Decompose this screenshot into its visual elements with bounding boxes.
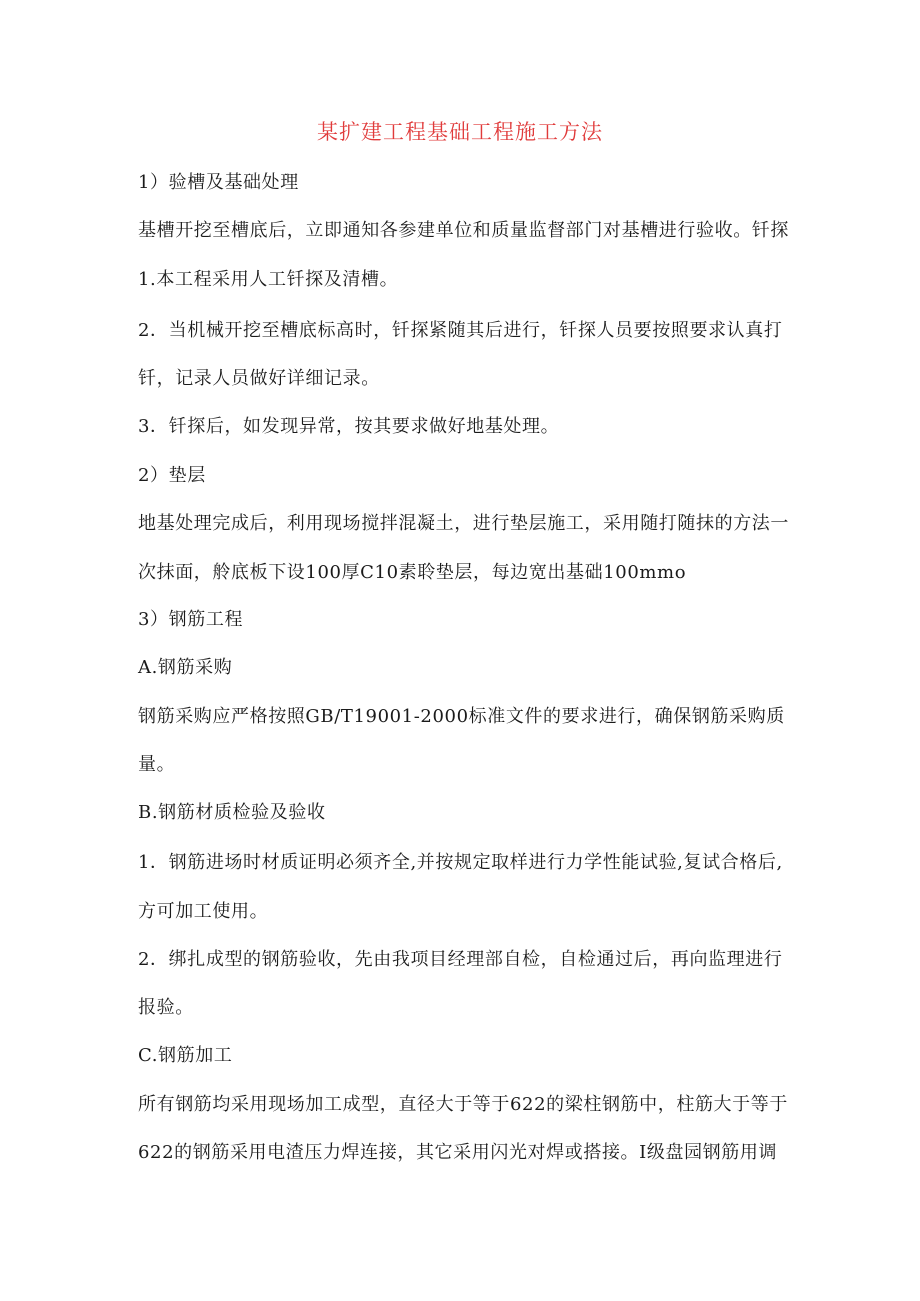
paragraph-line: 方可加工使用。	[138, 901, 269, 922]
paragraph-line: 钎，记录人员做好详细记录。	[138, 368, 380, 389]
list-item: 1.本工程采用人工钎探及清槽。	[138, 269, 399, 290]
paragraph-line: 地基处理完成后，利用现场搅拌混凝土，进行垫层施工，采用随打随抹的方法一	[138, 513, 789, 534]
section-heading-inspection: 1）验槽及基础处理	[138, 172, 299, 193]
list-item: 2．当机械开挖至槽底标高时，钎探紧随其后进行，钎探人员要按照要求认真打	[138, 320, 783, 341]
paragraph-line: 钢筋采购应严格按照GB/T19001-2000标准文件的要求进行，确保钢筋采购质	[138, 706, 785, 727]
list-item: 3．钎探后，如发现异常，按其要求做好地基处理。	[138, 416, 560, 437]
paragraph-line: 次抹面，舲底板下设100厚C10素聆垫层，每边宽出基础100mmo	[138, 562, 687, 583]
section-heading-rebar: 3）钢筋工程	[138, 609, 244, 630]
subsection-heading: A.钢筋采购	[138, 657, 233, 678]
paragraph-line: 量。	[138, 754, 176, 775]
paragraph-line: 622的钢筋采用电渣压力焊连接，其它采用闪光对焊或搭接。I级盘园钢筋用调	[138, 1142, 778, 1163]
section-heading-cushion: 2）垫层	[138, 465, 206, 486]
list-item: 1．钢筋进场时材质证明必须齐全,并按规定取样进行力学性能试验,复试合格后,	[138, 852, 783, 873]
list-item: 2．绑扎成型的钢筋验收，先由我项目经理部自检，自检通过后，再向监理进行	[138, 949, 783, 970]
paragraph-line: 基槽开挖至槽底后，立即通知各参建单位和质量监督部门对基槽进行验收。钎探	[138, 220, 789, 241]
subsection-heading: B.钢筋材质检验及验收	[138, 802, 326, 823]
subsection-heading: C.钢筋加工	[138, 1045, 233, 1066]
paragraph-line: 报验。	[138, 997, 194, 1018]
paragraph-line: 所有钢筋均采用现场加工成型，直径大于等于622的梁柱钢筋中，柱筋大于等于	[138, 1094, 788, 1115]
document-title: 某扩建工程基础工程施工方法	[317, 120, 603, 144]
